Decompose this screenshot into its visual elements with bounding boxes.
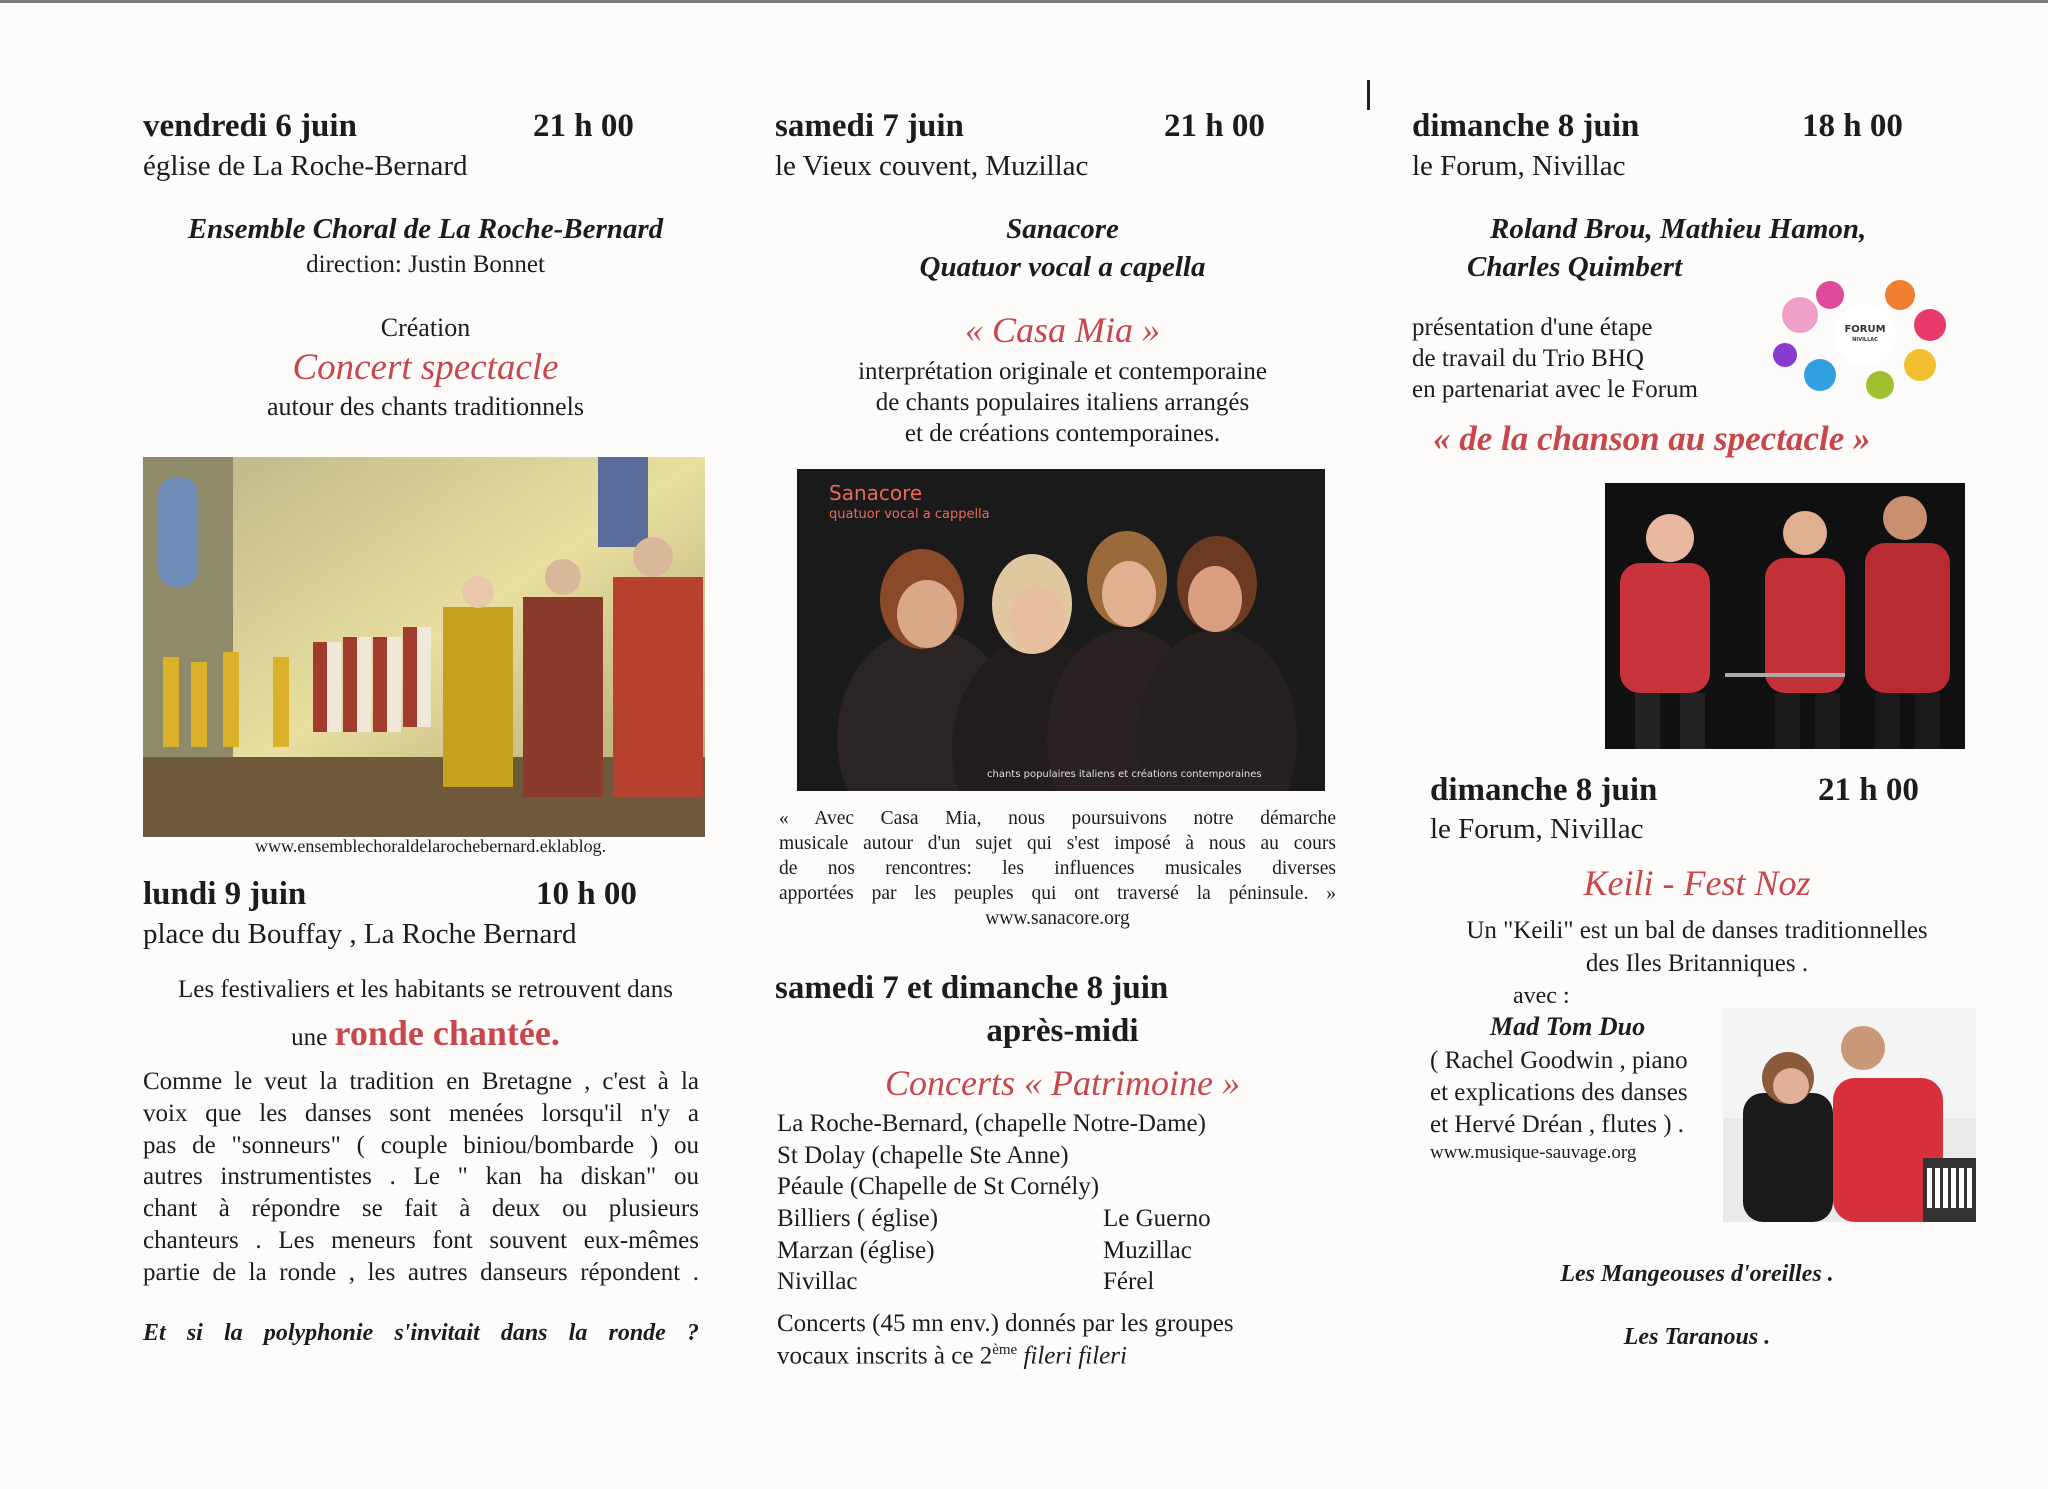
band-line: ( Rachel Goodwin , piano [1430,1047,1688,1074]
event-time: 21 h 00 [1818,772,1919,808]
trio-photo [1605,483,1965,749]
event-day: dimanche 8 juin [1430,772,1658,808]
concert-title: Concert spectacle [292,347,559,388]
concerts-footer-2 [777,1342,1127,1370]
event-time: 18 h 00 [1802,108,1903,144]
band-lines [1430,1045,1688,1141]
ronde-line [143,1012,708,1054]
body-line: voix que les danses sont menées lorsqu'il n'y a [143,1099,699,1127]
avec-label: avec : [1513,983,1570,1009]
place-item: Billiers ( église) [777,1205,939,1232]
direction-line: direction: Justin Bonnet [306,251,545,278]
body-line: chanteurs . Les meneurs font souvent eux-mêmes [143,1226,699,1254]
footer-italic: fileri fileri [1023,1342,1127,1370]
trio-description [1412,312,1698,405]
event-place: le Forum, Nivillac [1412,150,1626,182]
event-time: 10 h 00 [536,876,637,912]
body-line: chant à répondre se fait à deux ou plusieurs [143,1195,699,1223]
logo-line: FORUM [1844,324,1886,335]
places-list [777,1108,1206,1203]
quote-line: de nos rencontres: les influences musicales diverses [779,858,1336,879]
logo-text [1842,325,1888,345]
intro-une: une [291,1024,328,1051]
place-item: Marzan (église) [777,1236,935,1264]
keili-desc-1: Un "Keili" est un bal de danses traditionnelles [1466,917,1928,944]
keili-desc-2: des Iles Britanniques . [1585,950,1809,977]
body-line: partie de la ronde , les autres danseurs répondent . [143,1258,699,1286]
intro-line: Les festivaliers et les habitants se retrouvent dans [178,976,673,1003]
show-description [775,356,1350,449]
body-line: pas de "sonneurs" ( couple biniou/bombarde ) ou [143,1131,699,1159]
event-place: place du Bouffay , La Roche Bernard [143,918,577,950]
places-left [777,1203,938,1298]
ronde-title: ronde chantée. [334,1013,560,1053]
place-item: La Roche-Bernard, (chapelle Notre-Dame) [777,1110,1206,1137]
event-when: après-midi [986,1013,1139,1049]
band-name: Mad Tom Duo [1490,1012,1646,1041]
body-line: Comme le veut la tradition en Bretagne , c'est à la [143,1068,699,1095]
footer-sup: ème [992,1342,1018,1358]
forum-logo [1760,275,1960,405]
body-text [143,1066,699,1289]
photo-title: Sanacore [829,481,923,505]
places-right [1103,1203,1211,1298]
desc-line: de travail du Trio BHQ [1412,345,1644,372]
keili-title: Keili - Fest Noz [1583,863,1811,903]
performer-subtitle: Quatuor vocal a capella [919,251,1206,283]
event-place: le Forum, Nivillac [1430,813,1644,845]
desc-line: en partenariat avec le Forum [1412,376,1698,403]
fold-mark [1367,80,1370,110]
photo-subtitle: quatuor vocal a cappella [829,507,990,522]
extra-group-2: Les Taranous . [1623,1324,1771,1350]
body-line: autres instrumentistes . Le " kan ha diskan" ou [143,1163,699,1191]
choir-photo [143,457,705,837]
place-item: Nivillac [777,1268,858,1295]
footer-text: vocaux inscrits à ce 2 [777,1342,993,1370]
event-day: dimanche 8 juin [1412,108,1640,144]
desc-line: et de créations contemporaines. [904,420,1221,447]
logo-line: NIVILLAC [1852,337,1878,343]
quote-block [779,806,1336,931]
website-link[interactable]: www.sanacore.org [985,908,1130,929]
place-item: Muzillac [1103,1236,1192,1264]
place-item: Le Guerno [1103,1205,1211,1232]
event-day: samedi 7 et dimanche 8 juin [775,970,1169,1006]
event-time: 21 h 00 [533,108,634,144]
band-line: et explications des danses [1430,1079,1688,1106]
concert-subtitle: autour des chants traditionnels [267,392,584,421]
event-day: vendredi 6 juin [143,108,357,144]
show-title: « de la chanson au spectacle » [1433,419,1871,458]
closing-question: Et si la polyphonie s'invitait dans la ronde ? [143,1320,699,1346]
show-title: « Casa Mia » [964,310,1160,350]
photo-caption: www.ensemblechoraldelarochebernard.eklablog. [255,836,607,856]
concerts-footer-1: Concerts (45 mn env.) donnés par les groupes [777,1310,1234,1337]
quote-line: apportées par les peuples qui ont traversé la péninsule. » [779,883,1336,904]
performer-names-2: Charles Quimbert [1467,251,1683,283]
quote-line: musicale autour d'un sujet qui s'est imposé à nous au cours [779,833,1336,854]
desc-line: interprétation originale et contemporaine [858,358,1267,385]
event-place: le Vieux couvent, Muzillac [775,150,1089,182]
place-item: Péaule (Chapelle de St Cornély) [777,1173,1100,1200]
patrimoine-title: Concerts « Patrimoine » [885,1063,1240,1103]
event-time: 21 h 00 [1164,108,1265,144]
performer-name: Ensemble Choral de La Roche-Bernard [187,213,664,245]
place-item: Férel [1103,1268,1155,1295]
place-item: St Dolay (chapelle Ste Anne) [777,1141,1069,1169]
website-link[interactable]: www.musique-sauvage.org [1430,1142,1637,1163]
top-border [0,0,2048,3]
extra-group-1: Les Mangeouses d'oreilles . [1560,1261,1834,1287]
event-place: église de La Roche-Bernard [143,150,468,182]
duo-photo [1723,1008,1976,1222]
event-day: lundi 9 juin [143,876,307,912]
quote-line: « Avec Casa Mia, nous poursuivons notre démarche [779,808,1336,829]
creation-label: Création [380,313,471,342]
sanacore-photo [797,469,1325,791]
performer-names: Roland Brou, Mathieu Hamon, [1490,213,1867,245]
performer-name: Sanacore [1006,213,1119,245]
photo-footer: chants populaires italiens et créations contemporaines [987,769,1262,780]
event-day: samedi 7 juin [775,108,964,144]
desc-line: présentation d'une étape [1412,314,1653,341]
desc-line: de chants populaires italiens arrangés [875,389,1250,416]
band-line: et Hervé Dréan , flutes ) . [1430,1111,1685,1138]
